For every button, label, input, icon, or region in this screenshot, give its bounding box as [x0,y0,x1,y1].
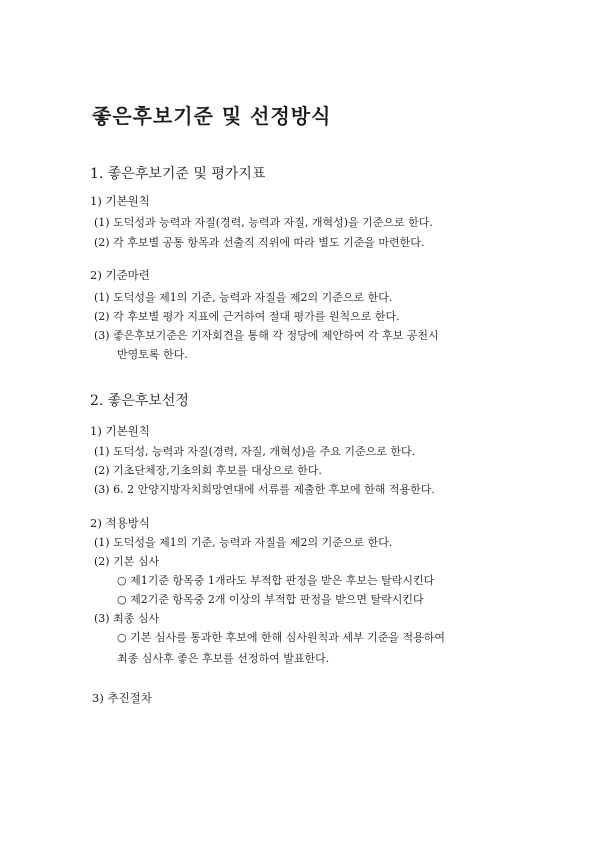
list-item: (3) 최종 심사 [94,612,160,625]
bullet-item: ○ 제1기준 항목중 1개라도 부적합 판정을 받은 후보는 탈락시킨다 [117,574,435,587]
bullet-item: ○ 제2기준 항목중 2개 이상의 부적합 판정을 받으면 탈락시킨다 [117,593,424,606]
list-item: (2) 기초단체장,기초의회 후보를 대상으로 한다. [94,464,322,477]
list-item: (1) 도덕성과 능력과 자질(경력, 능력과 자질, 개혁성)을 기준으로 한다. [94,216,433,229]
list-item-continuation: 반영토록 한다. [117,348,188,361]
subsection-heading: 2) 기준마련 [90,268,150,282]
list-item: (1) 도덕성을 제1의 기준, 능력과 자질을 제2의 기준으로 한다. [94,291,393,304]
section-heading: 1. 좋은후보기준 및 평가지표 [90,166,266,182]
list-item: (2) 기본 심사 [94,555,160,568]
subsection-heading: 1) 기본원칙 [90,424,150,438]
bullet-item: ○ 기본 심사를 통과한 후보에 한해 심사원칙과 세부 기준을 적용하여 [117,631,445,644]
list-item: (2) 각 후보별 공통 항목과 선출직 직위에 따라 별도 기준을 마련한다. [94,236,425,249]
subsection-heading: 1) 기본원칙 [90,194,150,208]
page-title: 좋은후보기준 및 선정방식 [92,104,332,128]
list-item: (3) 좋은후보기준은 기자회견을 통해 각 정당에 제안하여 각 후보 공천시 [94,329,439,342]
section-heading: 2. 좋은후보선정 [90,393,189,409]
subsection-heading: 3) 추진절차 [92,691,152,705]
list-item: (2) 각 후보별 평가 지표에 근거하여 절대 평가를 원칙으로 한다. [94,310,400,323]
subsection-heading: 2) 적용방식 [90,516,150,530]
list-item: (1) 도덕성, 능력과 자질(경력, 자질, 개혁성)을 주요 기준으로 한다. [94,445,416,458]
list-item: (3) 6. 2 안양지방자치희망연대에 서류를 제출한 후보에 한해 적용한다. [94,483,435,496]
list-item: (1) 도덕성을 제1의 기준, 능력과 자질을 제2의 기준으로 한다. [94,536,393,549]
bullet-item-continuation: 최종 심사후 좋은 후보를 선정하여 발표한다. [117,652,330,665]
